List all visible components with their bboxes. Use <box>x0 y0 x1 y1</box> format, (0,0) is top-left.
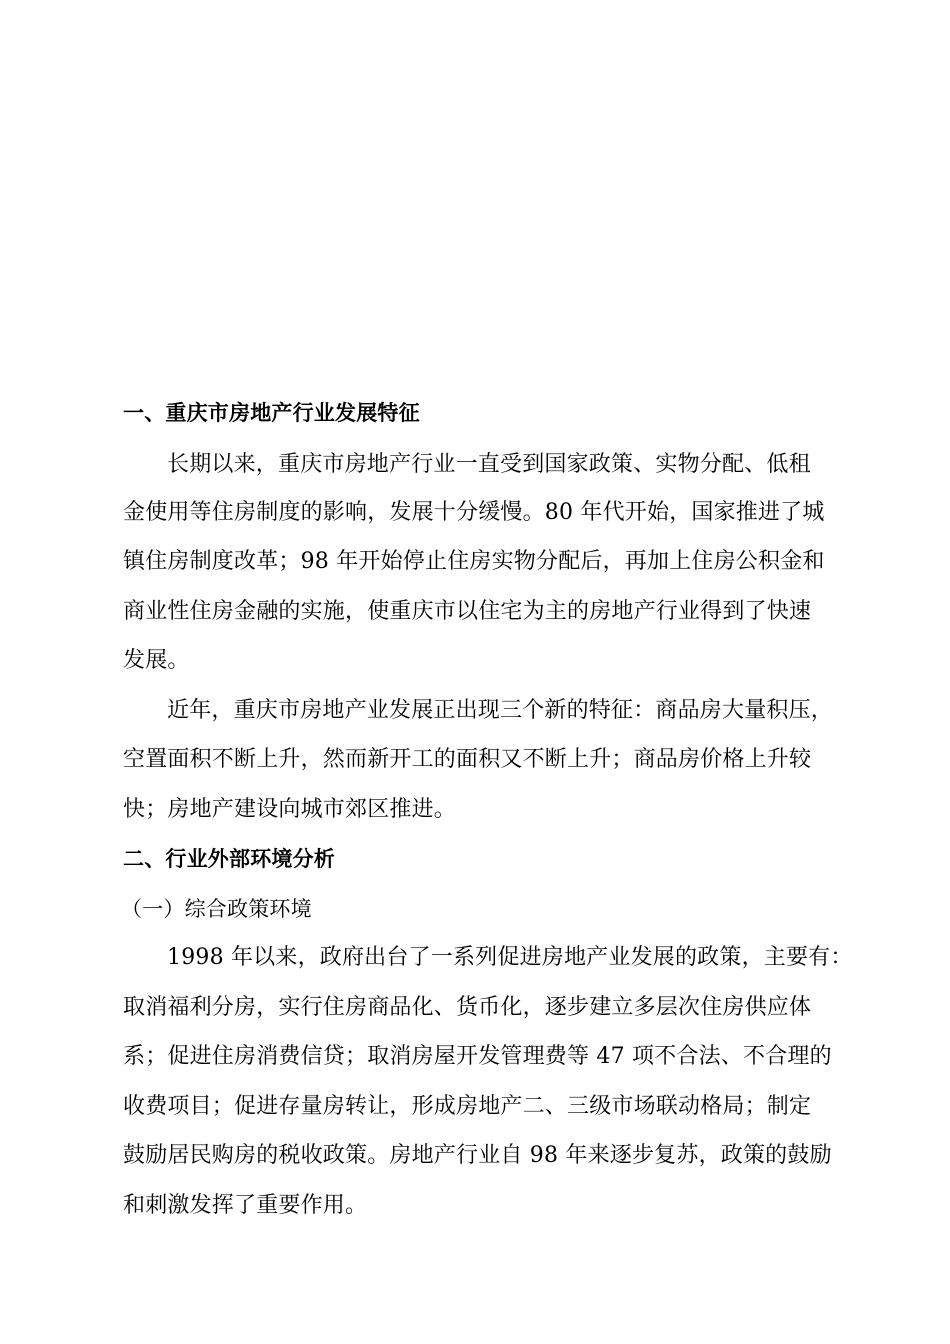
section-heading-2: 二、行业外部环境分析 <box>123 847 335 871</box>
paragraph-line: 长期以来，重庆市房地产行业一直受到国家政策、实物分配、低租 <box>167 452 811 477</box>
paragraph-line: 取消福利分房，实行住房商品化、货币化，逐步建立多层次住房供应体 <box>123 995 812 1020</box>
paragraph-line: 金使用等住房制度的影响，发展十分缓慢。80 年代开始，国家推进了城 <box>123 500 825 525</box>
paragraph-line: 系；促进住房消费信贷；取消房屋开发管理费等 47 项不合法、不合理的 <box>123 1044 832 1069</box>
paragraph-line: 镇住房制度改革；98 年开始停止住房实物分配后，再加上住房公积金和 <box>123 549 825 574</box>
paragraph-line: 快；房地产建设向城市郊区推进。 <box>123 797 457 822</box>
paragraph-line: 发展。 <box>123 648 190 673</box>
section-heading-1: 一、重庆市房地产行业发展特征 <box>123 401 420 425</box>
paragraph-line: 收费项目；促进存量房转让，形成房地产二、三级市场联动格局；制定 <box>123 1094 812 1119</box>
paragraph-line: 近年，重庆市房地产业发展正出现三个新的特征：商品房大量积压， <box>167 698 834 723</box>
subsection-heading: （一）综合政策环境 <box>121 897 312 921</box>
paragraph-line: 鼓励居民购房的税收政策。房地产行业自 98 年来逐步复苏，政策的鼓励 <box>123 1143 832 1168</box>
paragraph-line: 空置面积不断上升，然而新开工的面积又不断上升；商品房价格上升较 <box>123 747 812 772</box>
paragraph-line: 和刺激发挥了重要作用。 <box>123 1193 368 1218</box>
paragraph-line: 1998 年以来，政府出台了一系列促进房地产业发展的政策，主要有： <box>167 945 853 970</box>
paragraph-line: 商业性住房金融的实施，使重庆市以住宅为主的房地产行业得到了快速 <box>123 599 812 624</box>
